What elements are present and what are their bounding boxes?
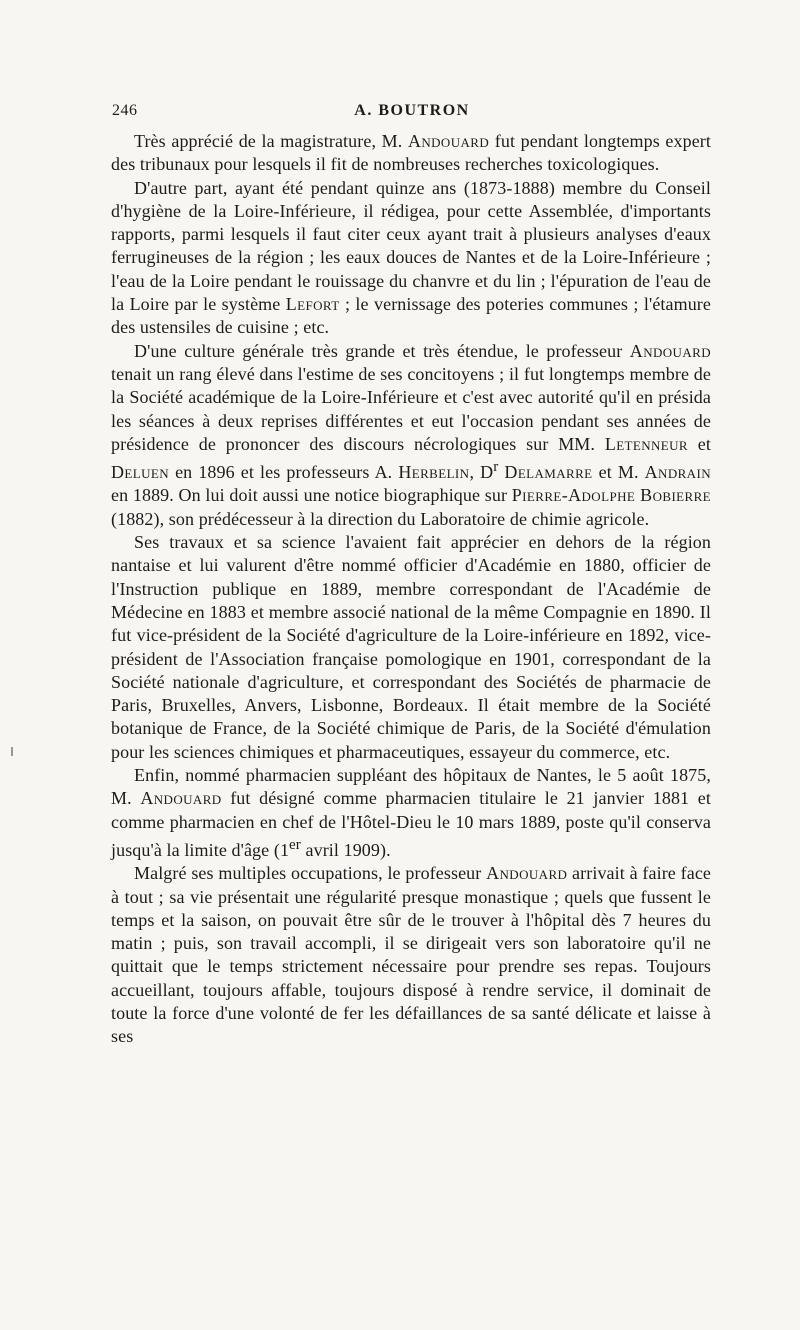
page-number: 246 bbox=[112, 102, 138, 119]
text-run: arrivait à faire face à tout ; sa vie présentait une régularité presque monastique ; quels que fussent le temps et la saison, on pouvait être sûr de le trouver à l'hôpital dès 7 heures du matin ; puis, son travail accompli, il se dirigeait vers son laboratoire qu'il ne quittait que le temps strictement nécessaire pour prendre ses repas. Toujours accueillant, toujours affable, toujours disposé à rendre service, il dominait de toute la force d'une volonté de fer les défaillances de sa santé délicate et laisse à ses bbox=[111, 863, 711, 1047]
person-name: Herbelin bbox=[398, 462, 470, 483]
text-run: Malgré ses multiples occupations, le professeur bbox=[134, 863, 487, 884]
text-run: fut pendant longtemps expert des tribunaux pour lesquels il fit de nombreuses recherches toxicologiques. bbox=[111, 131, 711, 175]
paragraph-5 bbox=[111, 764, 711, 862]
person-name: Deluen bbox=[111, 462, 169, 483]
text-run: , D bbox=[469, 462, 494, 483]
text-run: Très apprécié de la magistrature, M. bbox=[134, 131, 408, 151]
text-run: D'une culture générale très grande et très étendue, le professeur bbox=[134, 340, 630, 361]
text-run: Ses travaux et sa science l'avaient fait apprécier en dehors de la région nantaise et lui valurent d'être nommé officier d'Académie en 1880, officier de l'Instruction publique en 1889, membre correspondant de l'Académie de Médecine en 1883 et membre associé national de la même Compagnie en 1890. Il fut vice-président de la Société d'agriculture de la Loire-inférieure en 1892, vice-président de l'Association française pomologique en 1901, correspondant de la Société nationale d'agriculture, et correspondant des Sociétés de pharmacie de Paris, Bruxelles, Anvers, Lisbonne, Bordeaux. Il était membre de la Société botanique de France, de la Société chimique de Paris, de la Société d'émulation pour les sciences chimiques et pharmaceutiques, essayeur du commerce, etc. bbox=[111, 532, 711, 762]
text-run: Enfin, nommé pharmacien suppléant des hôpitaux de Nantes, le 5 août 1875, M. bbox=[111, 765, 711, 809]
person-name: Delamarre bbox=[504, 462, 593, 483]
text-run: D'autre part, ayant été pendant quinze ans (1873-1888) membre du Conseil d'hygiène de la Loire-Inférieure, il rédigea, pour cette Assemblée, d'importants rapports, parmi lesquels il faut citer ceux ayant trait à plusieurs analyses d'eaux ferrugineuses de la région ; les eaux douces de Nantes et de la Loire-Inférieure ; l'eau de la Loire pendant le rouissage du chanvre et du lin ; l'épuration de l'eau de la Loire par le système bbox=[111, 177, 711, 315]
paragraph-1 bbox=[111, 130, 711, 177]
superscript: er bbox=[289, 836, 301, 853]
text-run: ; le vernissage des poteries communes ; l'étamure des ustensiles de cuisine ; etc. bbox=[111, 294, 711, 338]
person-name: Pierre-Adolphe Bobierre bbox=[511, 485, 711, 506]
running-header bbox=[112, 102, 712, 124]
person-name: Andouard bbox=[629, 340, 711, 361]
person-name: Letenneur bbox=[604, 433, 689, 454]
person-name: Andouard bbox=[407, 131, 490, 151]
running-title: A. BOUTRON bbox=[354, 102, 470, 119]
body-text bbox=[111, 130, 711, 1049]
paragraph-3 bbox=[111, 340, 711, 531]
person-name: Andouard bbox=[140, 788, 222, 809]
text-run: en 1889. On lui doit aussi une notice biographique sur bbox=[111, 485, 512, 506]
person-name: Lefort bbox=[285, 294, 340, 315]
paragraph-4 bbox=[111, 531, 711, 764]
paragraph-2 bbox=[111, 177, 711, 340]
person-name: Andouard bbox=[486, 863, 568, 884]
text-run: avril 1909). bbox=[300, 839, 391, 860]
text-run: en 1896 et les professeurs A. bbox=[169, 462, 399, 483]
text-run: et bbox=[688, 433, 711, 454]
text-run: fut désigné comme pharmacien titulaire le 21 janvier 1881 et comme pharmacien en chef de l'Hôtel-Dieu le 10 mars 1889, poste qu'il conserva jusqu'à la limite d'âge (1 bbox=[111, 788, 711, 860]
scan-speck bbox=[11, 747, 13, 756]
person-name: Andrain bbox=[644, 462, 711, 483]
text-run: tenait un rang élevé dans l'estime de ses concitoyens ; il fut longtemps membre de la Société académique de la Loire-Inférieure et c'est avec autorité qu'il en présida les séances à deux reprises différentes et eut l'occasion pendant ses années de présidence de prononcer des discours nécrologiques sur MM. bbox=[111, 363, 711, 454]
paragraph-6 bbox=[111, 862, 711, 1048]
superscript: r bbox=[493, 459, 499, 476]
text-run: et M. bbox=[592, 462, 645, 483]
text-run: (1882), son prédécesseur à la direction du Laboratoire de chimie agricole. bbox=[111, 508, 650, 529]
